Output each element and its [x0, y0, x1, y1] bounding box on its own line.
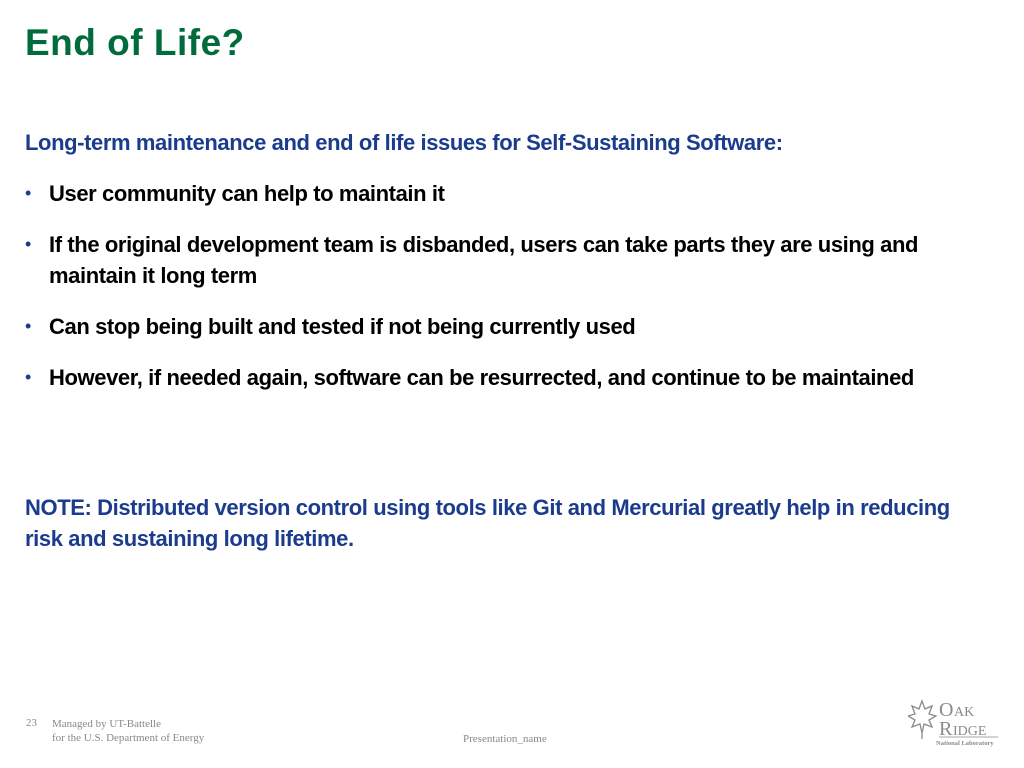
- bullet-icon: •: [25, 183, 31, 203]
- bullet-item: [25, 178, 975, 209]
- slide-title: End of Life?: [25, 22, 245, 63]
- presentation-name: Presentation_name: [463, 733, 547, 745]
- ornl-logo: [908, 697, 1003, 747]
- bullet-text: If the original development team is disbanded, users can take parts they are using and maintain it long term: [49, 232, 919, 288]
- footer-managed-by: [52, 717, 204, 745]
- bullet-text: Can stop being built and tested if not being currently used: [49, 314, 636, 339]
- logo-line1-initial: O: [939, 699, 954, 721]
- bullet-item: [25, 229, 975, 291]
- footer-managed-line2: for the U.S. Department of Energy: [52, 732, 205, 744]
- logo-line2-rest: IDGE: [953, 724, 987, 739]
- bullet-icon: •: [25, 316, 31, 336]
- note-text: NOTE: Distributed version control using tools like Git and Mercurial greatly help in reducing risk and sustaining long lifetime.: [25, 495, 950, 551]
- bullet-icon: •: [25, 367, 31, 387]
- slide-number: 23: [26, 717, 37, 729]
- footer-managed-line1: Managed by UT-Battelle: [52, 718, 161, 730]
- bullet-item: [25, 311, 975, 342]
- bullet-list: [25, 178, 975, 413]
- bullet-item: [25, 362, 975, 393]
- logo-line1-rest: AK: [954, 705, 975, 720]
- logo-subtitle: National Laboratory: [936, 740, 994, 747]
- bullet-text: User community can help to maintain it: [49, 181, 445, 206]
- logo-line2-initial: R: [939, 718, 953, 740]
- leaf-icon: [908, 701, 936, 739]
- bullet-text: However, if needed again, software can be resurrected, and continue to be maintained: [49, 365, 914, 390]
- bullet-icon: •: [25, 234, 31, 254]
- intro-text: Long-term maintenance and end of life issues for Self-Sustaining Software:: [25, 130, 783, 155]
